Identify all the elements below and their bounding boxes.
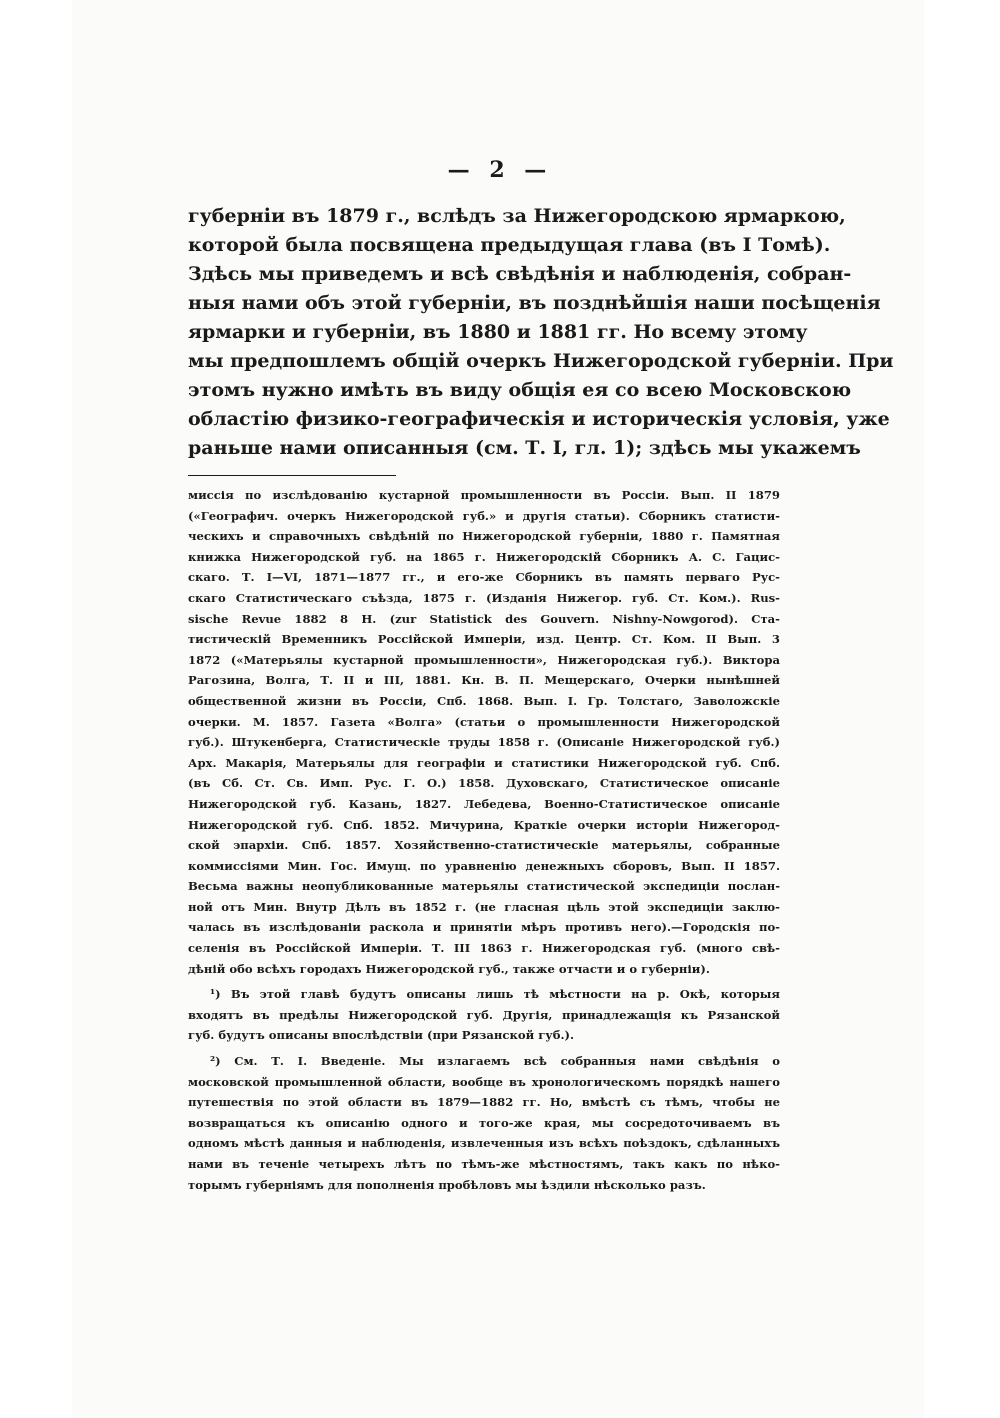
body-line: ярмарки и губерніи, въ 1880 и 1881 гг. Но всему этому bbox=[188, 321, 808, 343]
footnote-line: общественной жизни въ Россіи, Спб. 1868. Вып. I. Гр. Толстаго, Заволожскіе bbox=[188, 693, 780, 708]
footnote-line: губ.). Штукенберга, Статистическіе труды 1858 г. (Описаніе Нижегородской губ.) bbox=[188, 735, 780, 750]
footnote-line: торымъ губерніямъ для пополненія пробѣловъ мы ѣздили нѣсколько разъ. bbox=[188, 1177, 706, 1192]
footnote-separator-rule bbox=[188, 475, 396, 476]
footnote-line: путешествія по этой области въ 1879—1882 гг. Но, вмѣстѣ съ тѣмъ, чтобы не bbox=[188, 1095, 780, 1110]
body-line: Здѣсь мы приведемъ и всѣ свѣдѣнія и наблюденія, собран- bbox=[188, 263, 852, 285]
footnote-line: ²) См. Т. I. Введеніе. Мы излагаемъ всѣ собранныя нами свѣдѣнія о bbox=[210, 1054, 780, 1069]
footnote-line: ной отъ Мин. Внутр Дѣлъ въ 1852 г. (не гласная цѣль этой экспедиціи заклю- bbox=[188, 899, 780, 914]
footnote-line: коммиссіями Мин. Гос. Имущ. по уравненію денежныхъ сборовъ, Вып. II 1857. bbox=[188, 858, 780, 873]
footnote-line: Рагозина, Волга, Т. II и III, 1881. Кн. В. П. Мещерскаго, Очерки нынѣшней bbox=[188, 673, 780, 688]
footnote-1 bbox=[188, 984, 780, 1046]
body-line: губерніи въ 1879 г., вслѣдъ за Нижегородскою ярмаркою, bbox=[188, 205, 846, 227]
footnote-line: скаго Статистическаго съѣзда, 1875 г. (Изданія Нижегор. губ. Ст. Ком.). Rus- bbox=[188, 590, 780, 605]
body-line: раньше нами описанныя (см. Т. I, гл. 1); здѣсь мы укажемъ bbox=[188, 437, 861, 459]
footnote-line: возвращаться къ описанію одного и того-же края, мы сосредоточиваемъ въ bbox=[188, 1115, 780, 1130]
footnote-line: Нижегородской губ. Казань, 1827. Лебедева, Военно-Статистическое описаніе bbox=[188, 796, 780, 811]
footnote-line: входятъ въ предѣлы Нижегородской губ. Другія, принадлежащія къ Рязанской bbox=[188, 1007, 780, 1022]
footnote-line: селенія въ Россійской Имперіи. Т. III 1863 г. Нижегородская губ. (много свѣ- bbox=[188, 941, 780, 956]
footnote-line: скаго. Т. I—VI, 1871—1877 гг., и его-же Сборникъ въ память перваго Рус- bbox=[188, 570, 780, 585]
footnote-line: миссія по изслѣдованію кустарной промышленности въ Россіи. Вып. II 1879 bbox=[188, 488, 780, 502]
footnote-line: 1872 («Матерьялы кустарной промышленности», Нижегородская губ.). Виктора bbox=[188, 652, 780, 667]
body-line: этомъ нужно имѣть въ виду общія ея со всею Московскою bbox=[188, 379, 852, 401]
footnotes bbox=[188, 485, 780, 1200]
footnote-line: («Географич. очеркъ Нижегородской губ.» и другія статьи). Сборникъ статисти- bbox=[188, 508, 780, 523]
footnote-line: sische Revue 1882 8 H. (zur Statistick des Gouvern. Nishny-Nowgorod). Ста- bbox=[188, 611, 780, 626]
footnote-line: губ. будутъ описаны впослѣдствіи (при Рязанской губ.). bbox=[188, 1028, 575, 1043]
footnote-line: Арх. Макарія, Матерьялы для географіи и статистики Нижегородской губ. Спб. bbox=[188, 755, 780, 770]
page-number: — 2 — bbox=[447, 157, 553, 183]
footnote-line: ской эпархіи. Спб. 1857. Хозяйственно-статистическіе матерьялы, собранные bbox=[188, 838, 780, 853]
body-line: которой была посвящена предыдущая глава (въ I Томѣ). bbox=[188, 234, 831, 256]
footnote-continuation bbox=[188, 485, 780, 979]
body-line: ныя нами объ этой губерніи, въ позднѣйшія наши посѣщенія bbox=[188, 292, 881, 314]
footnote-line: тистическій Временникъ Россійской Имперіи, изд. Центр. Ст. Ком. II Вып. 3 bbox=[188, 632, 780, 647]
footnote-line: московской промышленной области, вообще въ хронологическомъ порядкѣ нашего bbox=[188, 1074, 780, 1089]
footnote-line: Нижегородской губ. Спб. 1852. Мичурина, Краткіе очерки исторіи Нижегород- bbox=[188, 817, 780, 832]
footnote-2 bbox=[188, 1051, 780, 1195]
footnote-line: ческихъ и справочныхъ свѣдѣній по Нижегородской губерніи, 1880 г. Памятная bbox=[188, 529, 780, 544]
main-body-text bbox=[188, 202, 894, 463]
footnote-line: Весьма важны неопубликованные матерьялы статистической экспедиціи послан- bbox=[188, 879, 780, 894]
footnote-line: чалась въ изслѣдованіи раскола и принятіи мѣръ противъ него).—Городскія по- bbox=[188, 920, 780, 935]
footnote-line: книжка Нижегородской губ. на 1865 г. Нижегородскій Сборникъ А. С. Гацис- bbox=[188, 549, 780, 564]
footnote-line: одномъ мѣстѣ данныя и наблюденія, извлеченныя изъ всѣхъ поѣздокъ, сдѣланныхъ bbox=[188, 1136, 780, 1151]
footnote-line: (въ Сб. Ст. Св. Имп. Рус. Г. О.) 1858. Духовскаго, Статистическое описаніе bbox=[188, 776, 780, 791]
body-line: областію физико-географическія и историческія условія, уже bbox=[188, 408, 890, 430]
footnote-line: ¹) Въ этой главѣ будутъ описаны лишь тѣ мѣстности на р. Окѣ, которыя bbox=[210, 987, 780, 1002]
footnote-line: очерки. М. 1857. Газета «Волга» (статьи о промышленности Нижегородской bbox=[188, 714, 780, 729]
footnote-line: нами въ теченіе четырехъ лѣтъ по тѣмъ-же мѣстностямъ, такъ какъ по нѣко- bbox=[188, 1157, 780, 1171]
footnote-line: дѣній обо всѣхъ городахъ Нижегородской губ., также отчасти и о губерніи). bbox=[188, 961, 710, 976]
body-line: мы предпошлемъ общій очеркъ Нижегородской губерніи. При bbox=[188, 350, 894, 372]
